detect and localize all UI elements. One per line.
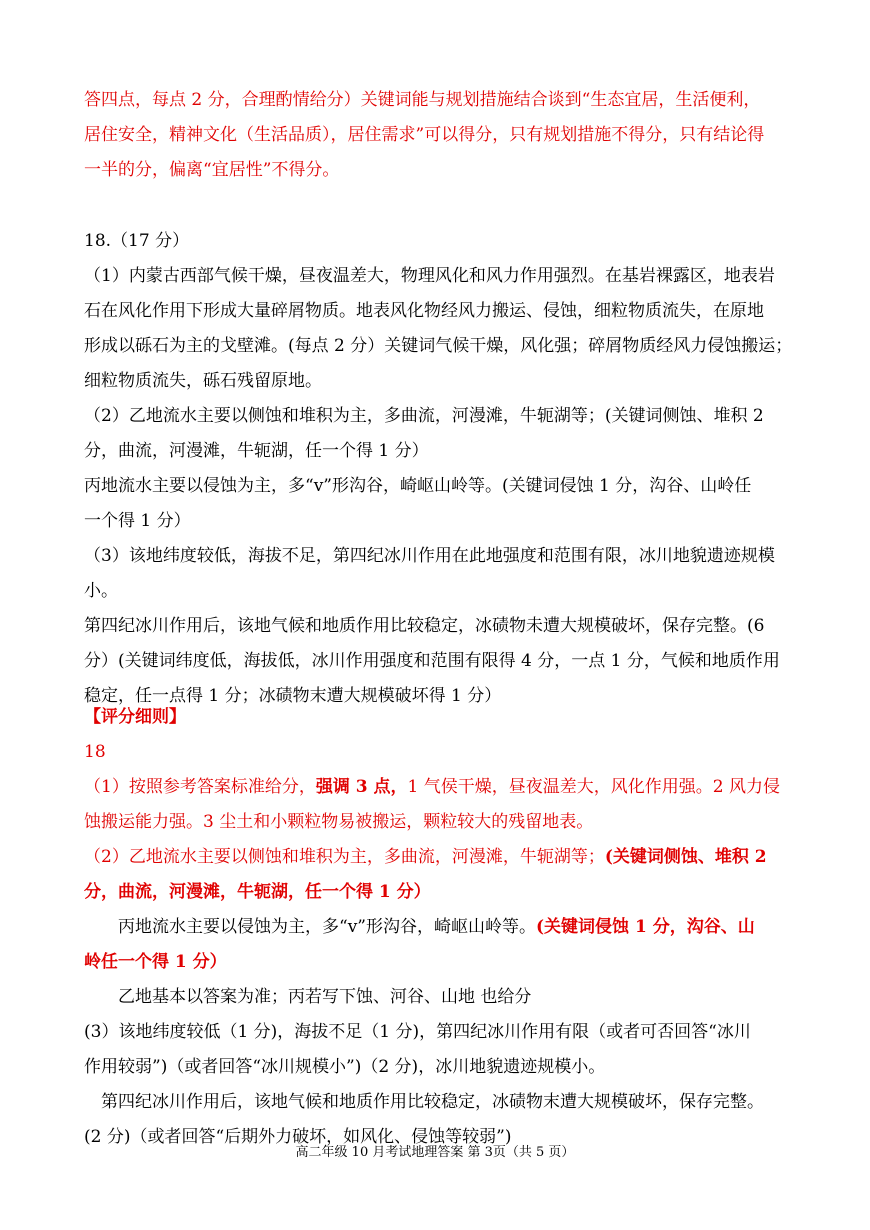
rule-3-line-4: (2 分)（或者回答“后期外力破坏，如风化、侵蚀等较弱”)	[84, 1127, 512, 1147]
rule-2-line-2: 分，曲流，河漫滩，牛轭湖，任一个得 1 分）	[84, 882, 431, 902]
rule-emphasis: 强调 3 点，	[315, 777, 408, 797]
intro-line: 居住安全，精神文化（生活品质），居住需求”可以得分，只有规划措施不得分，只有结论得	[84, 125, 765, 145]
intro-line: 一半的分，偏离“宜居性”不得分。	[84, 160, 340, 180]
rule-1-line-2: 蚀搬运能力强。3 尘土和小颗粒物易被搬运，颗粒较大的残留地表。	[84, 812, 594, 832]
rule-text: 1 气侯干燥，昼夜温差大，风化作用强。2 风力侵	[407, 777, 780, 797]
rule-text: （2）乙地流水主要以侧蚀和堆积为主，多曲流，河漫滩，牛轭湖等；	[84, 847, 605, 867]
answer-line: 石在风化作用下形成大量碎屑物质。地表风化物经风力搬运、侵蚀，细粒物质流失，在原地	[84, 301, 764, 321]
intro-paragraph	[84, 83, 796, 188]
rule-3-line: (3）该地纬度较低（1 分)，海拔不足（1 分)，第四纪冰川作用有限（或者可否回答“冰川	[84, 1022, 751, 1042]
answer-line: 分）(关键词纬度低，海拔低，冰川作用强度和范围有限得 4 分，一点 1 分，气候和地质作用	[84, 651, 780, 671]
answer-line: 第四纪冰川作用后，该地气候和地质作用比较稳定，冰碛物未遭大规模破坏，保存完整。(6	[84, 616, 765, 636]
rule-2-note: 乙地基本以答案为准；丙若写下蚀、河谷、山地 也给分	[118, 987, 532, 1007]
answer-line: 形成以砾石为主的戈壁滩。(每点 2 分）关键词气候干燥，风化强；碎屑物质经风力侵蚀搬运；	[84, 336, 793, 356]
answer-line: （2）乙地流水主要以侧蚀和堆积为主，多曲流，河漫滩，牛轭湖等；(关键词侧蚀、堆积 2	[84, 406, 764, 426]
scoring-rules-section	[84, 700, 796, 1155]
answer-line: 丙地流水主要以侵蚀为主，多“v”形沟谷，崎岖山岭等。(关键词侵蚀 1 分，沟谷、山岭任	[84, 476, 752, 496]
answer-line: 小。	[84, 581, 118, 601]
rule-2-line-3	[84, 910, 796, 945]
answer-line: 分，曲流，河漫滩，牛轭湖，任一个得 1 分）	[84, 441, 429, 461]
rules-question-number: 18	[84, 742, 106, 762]
answer-line: 稳定，任一点得 1 分；冰碛物末遭大规模破坏得 1 分）	[84, 686, 502, 706]
rule-3-line-3: 第四纪冰川作用后，该地气候和地质作用比较稳定，冰碛物末遭大规模破坏，保存完整。	[101, 1092, 764, 1112]
answer-line: 细粒物质流失，砾石残留原地。	[84, 371, 322, 391]
answer-section	[84, 224, 796, 714]
answer-line: 一个得 1 分）	[84, 511, 191, 531]
question-heading: 18.（17 分）	[84, 231, 190, 251]
scoring-rules-heading: 【评分细则】	[84, 707, 186, 727]
rule-1-line	[84, 770, 796, 805]
intro-line: 答四点，每点 2 分，合理酌情给分）关键词能与规划措施结合谈到“生态宜居，生活便利，	[84, 90, 761, 110]
rule-text: 丙地流水主要以侵蚀为主，多“v”形沟谷，崎岖山岭等。	[118, 917, 536, 937]
rule-2-line	[84, 840, 796, 875]
rule-text: （1）按照参考答案标准给分，	[84, 777, 316, 797]
rule-2-line-4: 岭任一个得 1 分）	[84, 952, 227, 972]
rule-emphasis: (关键词侵蚀 1 分，沟谷、山	[536, 917, 755, 937]
rule-3-line-2: 作用较弱”)（或者回答“冰川规模小”)（2 分)，冰川地貌遗迹规模小。	[84, 1057, 606, 1077]
page-footer: 高二年级 10 月考试地理答案 第 3页（共 5 页）	[295, 1145, 575, 1160]
answer-line: （3）该地纬度较低，海拔不足，第四纪冰川作用在此地强度和范围有限，冰川地貌遗迹规模	[84, 546, 775, 566]
answer-line: （1）内蒙古西部气候干燥，昼夜温差大，物理风化和风力作用强烈。在基岩裸露区，地表岩	[84, 266, 775, 286]
rule-emphasis: (关键词侧蚀、堆积 2	[604, 847, 767, 867]
